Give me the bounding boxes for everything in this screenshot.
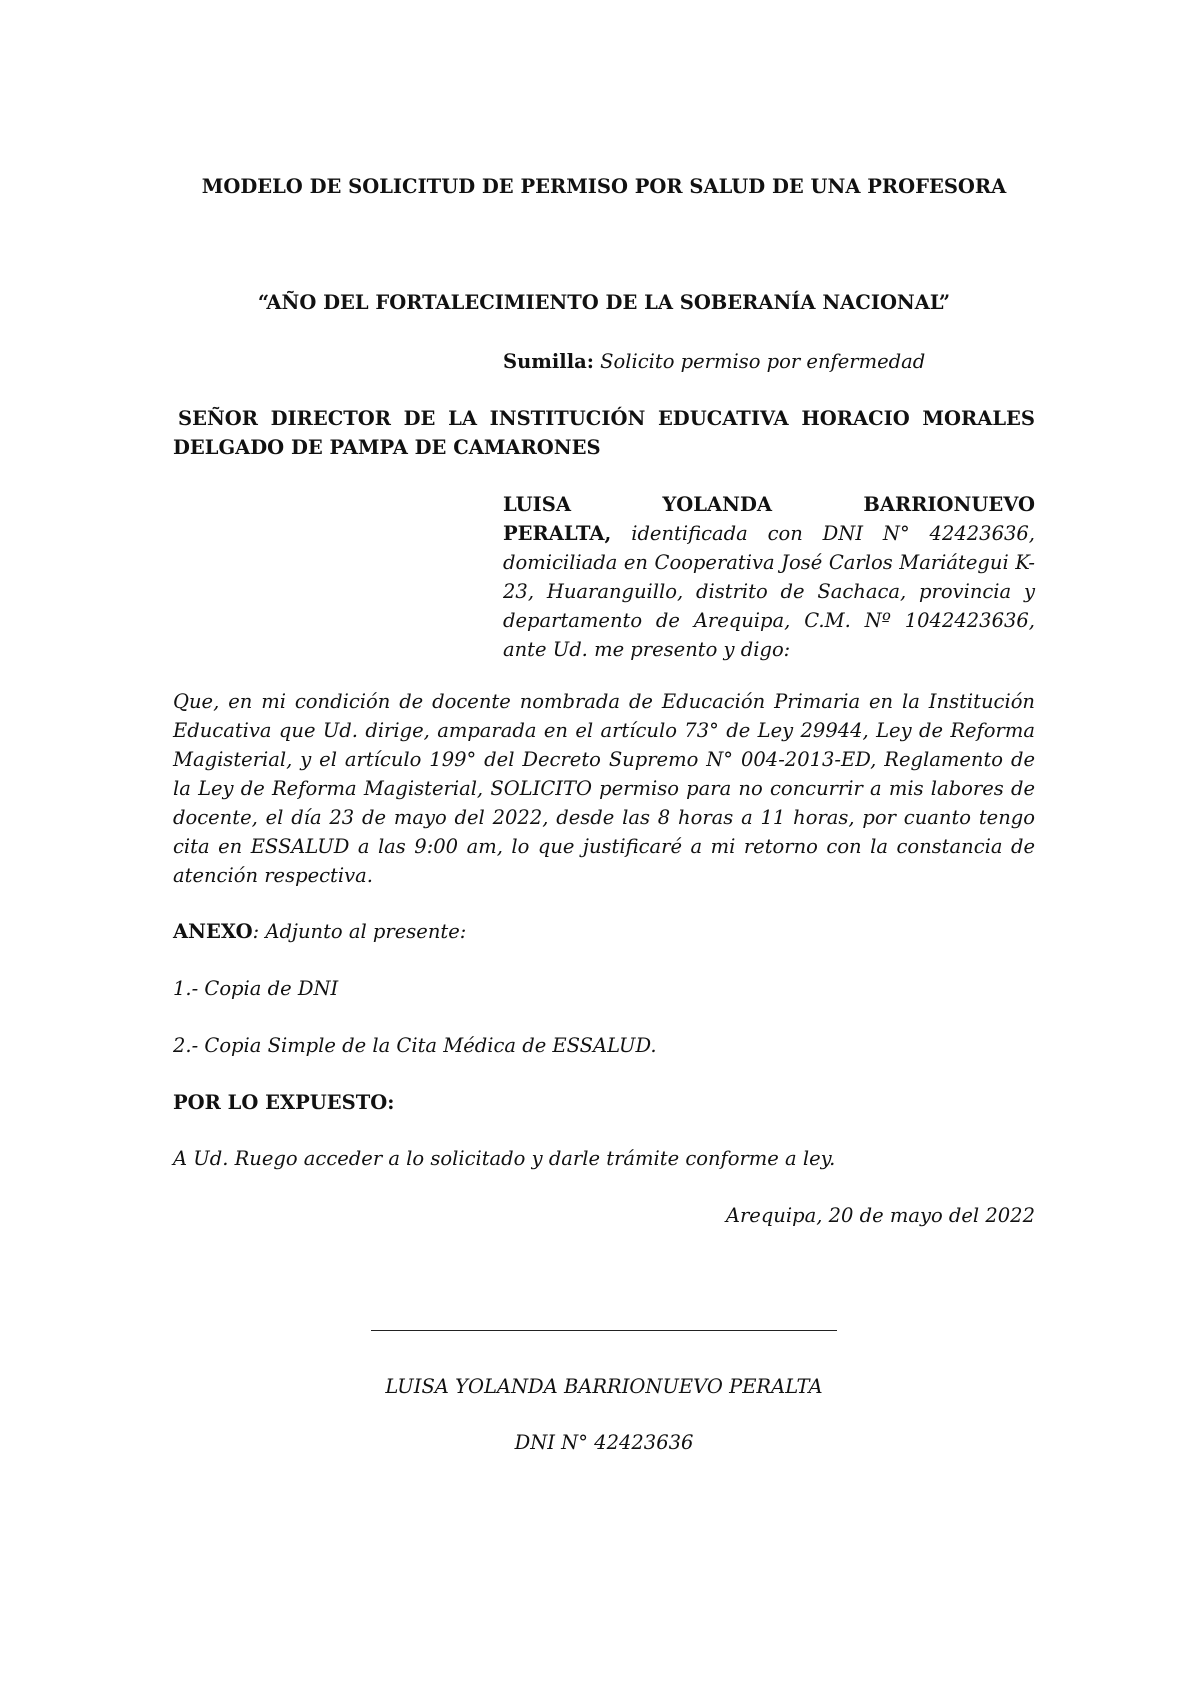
- document-title: MODELO DE SOLICITUD DE PERMISO POR SALUD DE UNA PROFESORA: [201, 175, 1007, 198]
- signature-name: LUISA YOLANDA BARRIONUEVO PERALTA: [385, 1375, 823, 1398]
- signature-dni: DNI N° 42423636: [514, 1431, 694, 1454]
- annex-text: : Adjunto al presente:: [252, 920, 467, 943]
- request-text: A Ud. Ruego acceder a lo solicitado y darle trámite conforme a ley.: [173, 1147, 836, 1170]
- identity-name-line-1: LUISA YOLANDA BARRIONUEVO: [503, 493, 1035, 516]
- addressee: [173, 404, 1035, 462]
- signature-line: [371, 1330, 837, 1331]
- body-paragraph: Que, en mi condición de docente nombrada de Educación Primaria en la Institución Educativa que Ud. dirige, amparada en el artículo 73° de Ley 29944, Ley de Reforma Magisterial, y el artículo 199° del Decreto Supremo N° 004-2013-ED, Reglamento de la Ley de Reforma Magisterial, SOLICITO permiso para no concurrir a mis labores de docente, el día 23 de mayo del 2022, desde las 8 horas a 11 horas, por cuanto tengo cita en ESSALUD a las 9:00 am, lo que justificaré a mi retorno con la constancia de atención respectiva.: [173, 690, 1035, 887]
- date-place: Arequipa, 20 de mayo del 2022: [725, 1204, 1035, 1227]
- sumilla: [503, 347, 1035, 376]
- annex-item: 2.- Copia Simple de la Cita Médica de ESSALUD.: [173, 1034, 657, 1057]
- year-motto: “AÑO DEL FORTALECIMIENTO DE LA SOBERANÍA NACIONAL”: [257, 291, 951, 314]
- addressee-line-2: DELGADO DE PAMPA DE CAMARONES: [173, 436, 601, 459]
- addressee-line-1: SEÑOR DIRECTOR DE LA INSTITUCIÓN EDUCATIVA HORACIO MORALES: [178, 407, 1035, 430]
- annex-label: ANEXO: [173, 920, 253, 943]
- identity-name-line-2: PERALTA,: [503, 522, 612, 545]
- sumilla-label: Sumilla:: [503, 350, 594, 373]
- identity-text: identificada con DNI N° 42423636, domiciliada en Cooperativa José Carlos Mariátegui K-23, Huaranguillo, distrito de Sachaca, provincia y departamento de Arequipa, C.M. Nº 1042423636, ante Ud. me presento y digo:: [503, 522, 1035, 661]
- sumilla-text: Solicito permiso por enfermedad: [600, 350, 926, 373]
- expuesto-heading: POR LO EXPUESTO:: [173, 1091, 395, 1114]
- annex: [173, 917, 1035, 946]
- identity-block: [503, 490, 1035, 664]
- annex-item: 1.- Copia de DNI: [173, 977, 339, 1000]
